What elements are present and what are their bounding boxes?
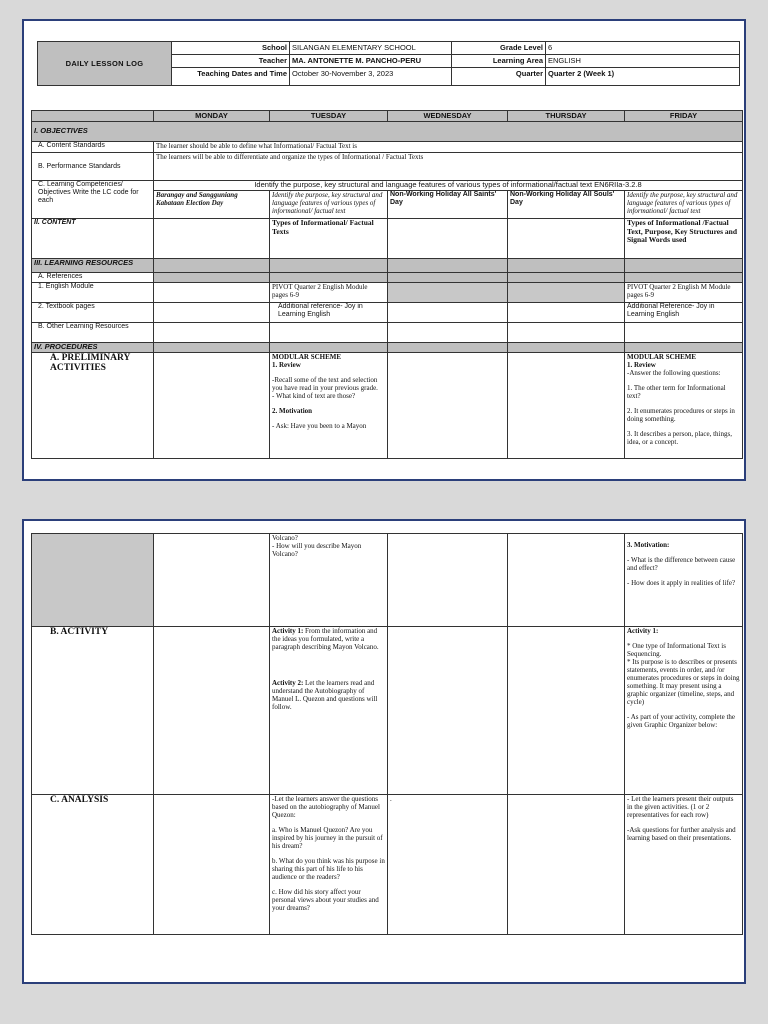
school-value: SILANGAN ELEMENTARY SCHOOL (290, 42, 452, 55)
procedures-heading: IV. PROCEDURES (34, 342, 98, 351)
lesson-table-page-1 (31, 110, 743, 459)
preliminary-friday: MODULAR SCHEME 1. Review -Answer the following questions: 1. The other term for Informational text? 2. It enumerates procedures or steps in doing something. 3. It describes a person, place, things, idea, or a concept. (625, 353, 743, 459)
content-heading: II. CONTENT (34, 219, 76, 226)
activity-label: B. ACTIVITY (50, 627, 109, 637)
competencies-label: C. Learning Competencies/ Objectives Write the LC code for each (32, 181, 154, 219)
objective-tuesday: Identify the purpose, key structural and language features of various types of informational/ factual text (270, 191, 388, 219)
textbook-tuesday: Additional reference- Joy in Learning English (270, 303, 388, 323)
area-value: ENGLISH (546, 55, 740, 68)
page-1 (22, 19, 746, 481)
content-tuesday: Types of Informational/ Factual Texts (270, 219, 388, 259)
preliminary-tuesday-continued: Volcano? - How will you describe Mayon Volcano? (270, 534, 388, 627)
day-friday: FRIDAY (625, 111, 743, 122)
analysis-tuesday: -Let the learners answer the questions based on the autobiography of Manuel Quezon: a. Who is Manuel Quezon? Are you inspired by his journey in the pursuit of his dream? b. What do you think was his purpose in sharing this part of his life to his audience or the readers? c. How did his story affect your personal views about your studies and your dreams? (270, 795, 388, 935)
objective-wednesday: Non-Working Holiday All Saints' Day (388, 191, 508, 219)
resources-heading: III. LEARNING RESOURCES (34, 258, 134, 267)
dates-value: October 30-November 3, 2023 (290, 68, 452, 86)
performance-standards-label: B. Performance Standards (32, 153, 154, 181)
competencies-text: Identify the purpose, key structural and language features of various types of informational/factual text EN6RIIa-3.2.8 (154, 181, 743, 191)
dates-label: Teaching Dates and Time (172, 68, 290, 86)
preliminary-tuesday: MODULAR SCHEME 1. Review -Recall some of the text and selection you have read in your previous grade. - What kind of text are those? 2. Motivation - Ask: Have you been to a Mayon (270, 353, 388, 459)
objective-monday: Barangay and Sangguniang Kabataan Election Day (154, 191, 270, 219)
performance-standards-text: The learners will be able to differentiate and organize the types of Informational / Factual Texts (154, 153, 743, 181)
activity-friday: Activity 1: * One type of Informational Text is Sequencing. * Its purpose is to describes or presents statements, events in order, and /or enumerates procedures or steps in doing something. It may present using a graphic organizer (timeline, steps, and cycle) - As part of your activity, complete the given Graphic Organizer below: (625, 627, 743, 795)
area-label: Learning Area (452, 55, 546, 68)
page-2 (22, 519, 746, 984)
analysis-label: C. ANALYSIS (50, 795, 109, 805)
textbook-friday: Additional Reference- Joy in Learning English (625, 303, 743, 323)
content-friday: Types of Informational /Factual Text, Purpose, Key Structures and Signal Words used (625, 219, 743, 259)
header-table (37, 41, 740, 86)
activity-tuesday: Activity 1: From the information and the ideas you formulated, write a paragraph describing Mayon Volcano. Activity 2: Let the learners read and understand the Autobiography of Manuel L. Quezon and questions will follow. (270, 627, 388, 795)
grade-value: 6 (546, 42, 740, 55)
analysis-wednesday: . (388, 795, 508, 935)
english-module-label: 1. English Module (32, 283, 154, 303)
teacher-value: MA. ANTONETTE M. PANCHO-PERU (290, 55, 452, 68)
references-label: A. References (32, 273, 154, 283)
school-label: School (172, 42, 290, 55)
objective-thursday: Non-Working Holiday All Souls' Day (508, 191, 625, 219)
day-monday: MONDAY (154, 111, 270, 122)
objective-friday: Identify the purpose, key structural and language features of various types of informational/ factual text (625, 191, 743, 219)
quarter-value: Quarter 2 (Week 1) (546, 68, 740, 86)
module-friday: PIVOT Quarter 2 English M Module pages 6-9 (625, 283, 743, 303)
document-title: DAILY LESSON LOG (38, 42, 172, 86)
lesson-table-page-2 (31, 533, 743, 935)
objectives-heading: I. OBJECTIVES (34, 126, 88, 135)
teacher-label: Teacher (172, 55, 290, 68)
other-resources-label: B. Other Learning Resources (32, 323, 154, 343)
day-tuesday: TUESDAY (270, 111, 388, 122)
preliminary-friday-continued: 3. Motivation: - What is the difference between cause and effect? - How does it apply in realities of life? (625, 534, 743, 627)
content-standards-label: A. Content Standards (32, 142, 154, 153)
quarter-label: Quarter (452, 68, 546, 86)
content-standards-text: The learner should be able to define what Informational/ Factual Text is (154, 142, 743, 153)
grade-label: Grade Level (452, 42, 546, 55)
day-thursday: THURSDAY (508, 111, 625, 122)
analysis-friday: - Let the learners present their outputs in the given activities. (1 or 2 representatives for each row) -Ask questions for further analysis and learning based on their presentations. (625, 795, 743, 935)
textbook-label: 2. Textbook pages (32, 303, 154, 323)
module-tuesday: PIVOT Quarter 2 English Module pages 6-9 (270, 283, 388, 303)
day-wednesday: WEDNESDAY (388, 111, 508, 122)
preliminary-label: A. PRELIMINARY ACTIVITIES (50, 353, 131, 373)
